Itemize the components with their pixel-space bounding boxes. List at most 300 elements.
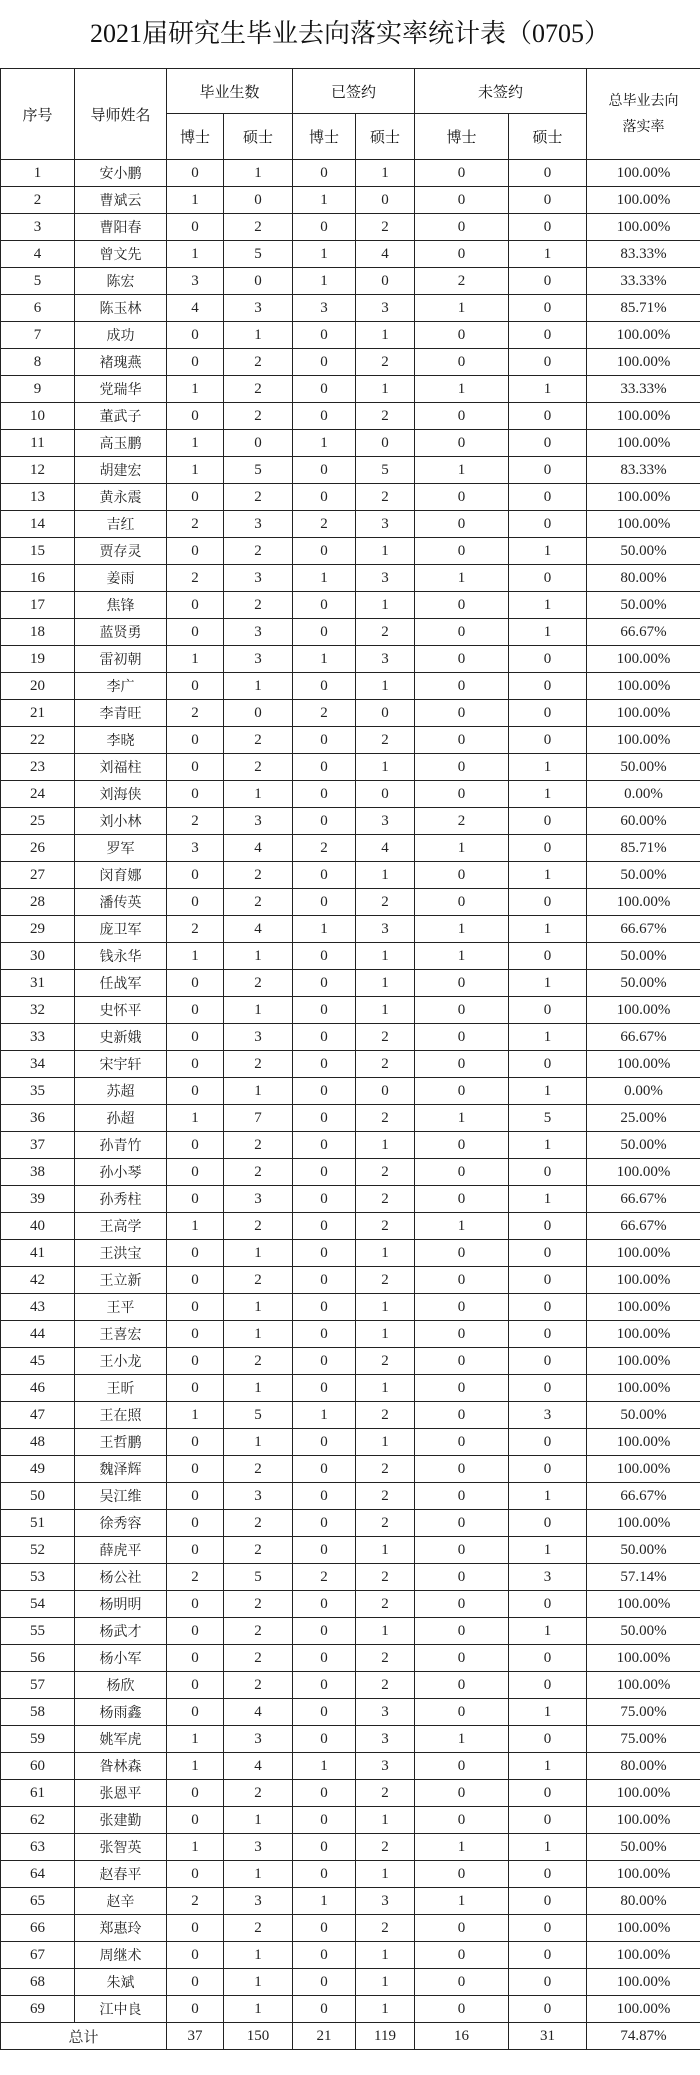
- cell-signed-master: 2: [356, 1456, 415, 1483]
- cell-advisor: 孙青竹: [75, 1132, 167, 1159]
- cell-graduates-phd: 0: [167, 349, 224, 376]
- cell-seq: 29: [1, 916, 75, 943]
- cell-unsigned-phd: 0: [415, 1618, 509, 1645]
- cell-unsigned-phd: 0: [415, 430, 509, 457]
- cell-signed-phd: 0: [293, 862, 356, 889]
- cell-unsigned-phd: 0: [415, 1807, 509, 1834]
- cell-signed-phd: 0: [293, 1051, 356, 1078]
- cell-signed-master: 0: [356, 430, 415, 457]
- cell-seq: 10: [1, 403, 75, 430]
- cell-graduates-master: 1: [224, 997, 293, 1024]
- cell-rate: 50.00%: [587, 943, 700, 970]
- cell-graduates-phd: 0: [167, 403, 224, 430]
- cell-rate: 50.00%: [587, 970, 700, 997]
- cell-advisor: 贾存灵: [75, 538, 167, 565]
- cell-advisor: 成功: [75, 322, 167, 349]
- cell-unsigned-master: 0: [509, 268, 587, 295]
- cell-unsigned-master: 0: [509, 511, 587, 538]
- cell-graduates-phd: 0: [167, 754, 224, 781]
- cell-advisor: 王小龙: [75, 1348, 167, 1375]
- cell-signed-phd: 0: [293, 1024, 356, 1051]
- cell-graduates-master: 1: [224, 1078, 293, 1105]
- cell-advisor: 魏泽辉: [75, 1456, 167, 1483]
- cell-unsigned-master: 0: [509, 889, 587, 916]
- cell-graduates-master: 3: [224, 1888, 293, 1915]
- cell-seq: 27: [1, 862, 75, 889]
- cell-signed-phd: 0: [293, 1699, 356, 1726]
- cell-unsigned-master: 0: [509, 295, 587, 322]
- cell-graduates-phd: 1: [167, 1834, 224, 1861]
- cell-graduates-master: 5: [224, 1402, 293, 1429]
- cell-seq: 16: [1, 565, 75, 592]
- cell-unsigned-master: 1: [509, 1699, 587, 1726]
- table-row: [1, 457, 700, 484]
- cell-advisor: 曾文先: [75, 241, 167, 268]
- cell-rate: 50.00%: [587, 1402, 700, 1429]
- cell-signed-phd: 3: [293, 295, 356, 322]
- cell-signed-phd: 0: [293, 457, 356, 484]
- table-row: [1, 1105, 700, 1132]
- cell-signed-master: 2: [356, 1564, 415, 1591]
- page-title: 2021届研究生毕业去向落实率统计表（0705）: [89, 19, 610, 48]
- cell-signed-phd: 0: [293, 1510, 356, 1537]
- cell-graduates-phd: 0: [167, 1267, 224, 1294]
- table-row: [1, 349, 700, 376]
- cell-unsigned-master: 1: [509, 1834, 587, 1861]
- cell-seq: 22: [1, 727, 75, 754]
- cell-rate: 66.67%: [587, 916, 700, 943]
- cell-rate: 100.00%: [587, 1429, 700, 1456]
- cell-graduates-master: 1: [224, 1321, 293, 1348]
- cell-advisor: 吉红: [75, 511, 167, 538]
- cell-unsigned-master: 1: [509, 1024, 587, 1051]
- cell-unsigned-master: 0: [509, 1456, 587, 1483]
- cell-unsigned-phd: 0: [415, 1780, 509, 1807]
- cell-graduates-master: 0: [224, 430, 293, 457]
- total-label: 总计: [1, 2023, 167, 2050]
- table-body: [1, 160, 700, 2023]
- cell-seq: 67: [1, 1942, 75, 1969]
- cell-unsigned-phd: 0: [415, 1942, 509, 1969]
- cell-seq: 48: [1, 1429, 75, 1456]
- cell-signed-master: 1: [356, 1132, 415, 1159]
- cell-unsigned-master: 0: [509, 1996, 587, 2023]
- cell-seq: 13: [1, 484, 75, 511]
- table-row: [1, 1051, 700, 1078]
- cell-rate: 100.00%: [587, 1294, 700, 1321]
- header-graduates-master: 硕士: [224, 114, 293, 160]
- cell-rate: 50.00%: [587, 1834, 700, 1861]
- cell-advisor: 陈玉林: [75, 295, 167, 322]
- cell-rate: 66.67%: [587, 619, 700, 646]
- cell-seq: 69: [1, 1996, 75, 2023]
- cell-graduates-phd: 0: [167, 1645, 224, 1672]
- cell-graduates-phd: 1: [167, 241, 224, 268]
- cell-unsigned-master: 0: [509, 1915, 587, 1942]
- cell-signed-phd: 0: [293, 1726, 356, 1753]
- cell-unsigned-phd: 1: [415, 295, 509, 322]
- cell-rate: 83.33%: [587, 241, 700, 268]
- cell-advisor: 吴江维: [75, 1483, 167, 1510]
- cell-graduates-master: 2: [224, 1510, 293, 1537]
- cell-unsigned-master: 1: [509, 592, 587, 619]
- cell-signed-master: 1: [356, 1942, 415, 1969]
- cell-seq: 39: [1, 1186, 75, 1213]
- total-graduates-master: 150: [224, 2023, 293, 2050]
- cell-rate: 100.00%: [587, 727, 700, 754]
- cell-unsigned-phd: 0: [415, 403, 509, 430]
- table-row: [1, 1618, 700, 1645]
- cell-graduates-master: 1: [224, 1807, 293, 1834]
- cell-signed-phd: 0: [293, 673, 356, 700]
- cell-seq: 66: [1, 1915, 75, 1942]
- cell-signed-phd: 1: [293, 430, 356, 457]
- table-row: [1, 1969, 700, 1996]
- cell-graduates-phd: 0: [167, 727, 224, 754]
- table-row: [1, 403, 700, 430]
- cell-unsigned-master: 0: [509, 700, 587, 727]
- cell-rate: 100.00%: [587, 1645, 700, 1672]
- cell-signed-phd: 0: [293, 943, 356, 970]
- total-rate: 74.87%: [587, 2023, 700, 2050]
- cell-signed-master: 2: [356, 1915, 415, 1942]
- table-row: [1, 214, 700, 241]
- cell-unsigned-master: 0: [509, 484, 587, 511]
- table-row: [1, 1915, 700, 1942]
- cell-graduates-master: 2: [224, 1780, 293, 1807]
- cell-seq: 43: [1, 1294, 75, 1321]
- cell-signed-phd: 0: [293, 1780, 356, 1807]
- cell-unsigned-phd: 0: [415, 1132, 509, 1159]
- cell-graduates-master: 2: [224, 970, 293, 997]
- header-unsigned: 未签约: [415, 69, 587, 114]
- cell-rate: 100.00%: [587, 1159, 700, 1186]
- cell-graduates-phd: 3: [167, 835, 224, 862]
- cell-unsigned-phd: 1: [415, 1213, 509, 1240]
- table-row: [1, 322, 700, 349]
- cell-signed-phd: 0: [293, 1996, 356, 2023]
- cell-seq: 46: [1, 1375, 75, 1402]
- header-graduates: 毕业生数: [167, 69, 293, 114]
- cell-signed-master: 3: [356, 916, 415, 943]
- cell-rate: 50.00%: [587, 1132, 700, 1159]
- cell-signed-phd: 0: [293, 1078, 356, 1105]
- cell-graduates-phd: 0: [167, 1861, 224, 1888]
- cell-graduates-phd: 2: [167, 511, 224, 538]
- cell-signed-master: 3: [356, 646, 415, 673]
- cell-advisor: 张恩平: [75, 1780, 167, 1807]
- cell-seq: 49: [1, 1456, 75, 1483]
- cell-advisor: 庞卫军: [75, 916, 167, 943]
- table-row: [1, 1942, 700, 1969]
- cell-unsigned-phd: 0: [415, 700, 509, 727]
- cell-rate: 100.00%: [587, 1456, 700, 1483]
- cell-unsigned-master: 0: [509, 1807, 587, 1834]
- cell-unsigned-phd: 0: [415, 322, 509, 349]
- cell-signed-phd: 0: [293, 1942, 356, 1969]
- cell-signed-phd: 1: [293, 241, 356, 268]
- cell-signed-master: 1: [356, 376, 415, 403]
- cell-graduates-master: 2: [224, 889, 293, 916]
- cell-advisor: 姜雨: [75, 565, 167, 592]
- cell-unsigned-phd: 0: [415, 1051, 509, 1078]
- cell-graduates-phd: 0: [167, 1699, 224, 1726]
- cell-graduates-phd: 0: [167, 1348, 224, 1375]
- cell-graduates-phd: 0: [167, 1078, 224, 1105]
- cell-rate: 100.00%: [587, 1861, 700, 1888]
- header-rate: [587, 69, 700, 160]
- cell-advisor: 黄永震: [75, 484, 167, 511]
- total-signed-master: 119: [356, 2023, 415, 2050]
- cell-graduates-master: 2: [224, 1591, 293, 1618]
- cell-advisor: 王平: [75, 1294, 167, 1321]
- cell-signed-phd: 2: [293, 700, 356, 727]
- cell-graduates-master: 1: [224, 1429, 293, 1456]
- cell-unsigned-phd: 1: [415, 916, 509, 943]
- cell-graduates-phd: 0: [167, 1051, 224, 1078]
- cell-unsigned-phd: 0: [415, 1861, 509, 1888]
- cell-unsigned-master: 1: [509, 1483, 587, 1510]
- cell-seq: 51: [1, 1510, 75, 1537]
- cell-unsigned-phd: 1: [415, 1888, 509, 1915]
- cell-graduates-master: 2: [224, 727, 293, 754]
- cell-graduates-master: 2: [224, 1159, 293, 1186]
- cell-unsigned-phd: 0: [415, 538, 509, 565]
- cell-signed-phd: 0: [293, 1861, 356, 1888]
- cell-graduates-phd: 1: [167, 457, 224, 484]
- cell-graduates-phd: 0: [167, 1537, 224, 1564]
- table-row: [1, 1321, 700, 1348]
- cell-graduates-phd: 0: [167, 1807, 224, 1834]
- cell-advisor: 赵辛: [75, 1888, 167, 1915]
- cell-unsigned-phd: 0: [415, 1510, 509, 1537]
- cell-unsigned-phd: 0: [415, 727, 509, 754]
- cell-graduates-phd: 0: [167, 1996, 224, 2023]
- cell-graduates-phd: 0: [167, 1159, 224, 1186]
- table-row: [1, 484, 700, 511]
- cell-signed-master: 3: [356, 808, 415, 835]
- cell-rate: 100.00%: [587, 646, 700, 673]
- cell-graduates-master: 2: [224, 1456, 293, 1483]
- cell-rate: 100.00%: [587, 160, 700, 187]
- cell-signed-phd: 0: [293, 619, 356, 646]
- cell-signed-phd: 2: [293, 1564, 356, 1591]
- cell-unsigned-phd: 0: [415, 1969, 509, 1996]
- cell-advisor: 王哲鹏: [75, 1429, 167, 1456]
- cell-rate: 100.00%: [587, 1807, 700, 1834]
- table-row: [1, 646, 700, 673]
- cell-unsigned-master: 1: [509, 376, 587, 403]
- cell-signed-master: 2: [356, 1402, 415, 1429]
- cell-graduates-phd: 1: [167, 430, 224, 457]
- cell-graduates-phd: 0: [167, 1456, 224, 1483]
- table-row: [1, 1186, 700, 1213]
- cell-signed-phd: 0: [293, 1915, 356, 1942]
- cell-graduates-master: 1: [224, 1996, 293, 2023]
- table-row: [1, 187, 700, 214]
- cell-signed-master: 0: [356, 187, 415, 214]
- cell-graduates-phd: 1: [167, 1402, 224, 1429]
- cell-signed-master: 1: [356, 754, 415, 781]
- table-row: [1, 295, 700, 322]
- cell-unsigned-phd: 0: [415, 1537, 509, 1564]
- cell-unsigned-phd: 0: [415, 1996, 509, 2023]
- cell-graduates-master: 2: [224, 1132, 293, 1159]
- cell-seq: 2: [1, 187, 75, 214]
- cell-unsigned-master: 1: [509, 619, 587, 646]
- cell-signed-master: 1: [356, 1807, 415, 1834]
- cell-graduates-master: 2: [224, 1051, 293, 1078]
- cell-graduates-master: 3: [224, 808, 293, 835]
- cell-signed-master: 2: [356, 1645, 415, 1672]
- cell-advisor: 罗军: [75, 835, 167, 862]
- cell-graduates-master: 1: [224, 1294, 293, 1321]
- cell-signed-master: 1: [356, 1861, 415, 1888]
- cell-signed-master: 2: [356, 1591, 415, 1618]
- table-row: [1, 1348, 700, 1375]
- cell-unsigned-phd: 0: [415, 781, 509, 808]
- cell-unsigned-master: 1: [509, 241, 587, 268]
- cell-seq: 33: [1, 1024, 75, 1051]
- cell-unsigned-phd: 0: [415, 1240, 509, 1267]
- cell-signed-phd: 0: [293, 1375, 356, 1402]
- cell-unsigned-master: 0: [509, 1780, 587, 1807]
- cell-seq: 42: [1, 1267, 75, 1294]
- cell-unsigned-phd: 2: [415, 268, 509, 295]
- cell-unsigned-phd: 0: [415, 1699, 509, 1726]
- cell-signed-master: 0: [356, 781, 415, 808]
- cell-unsigned-phd: 0: [415, 1348, 509, 1375]
- cell-advisor: 史怀平: [75, 997, 167, 1024]
- cell-graduates-phd: 0: [167, 781, 224, 808]
- cell-unsigned-master: 0: [509, 565, 587, 592]
- cell-unsigned-master: 0: [509, 1969, 587, 1996]
- cell-seq: 11: [1, 430, 75, 457]
- cell-advisor: 杨雨鑫: [75, 1699, 167, 1726]
- cell-signed-phd: 0: [293, 349, 356, 376]
- cell-seq: 63: [1, 1834, 75, 1861]
- cell-advisor: 曹斌云: [75, 187, 167, 214]
- cell-graduates-phd: 1: [167, 187, 224, 214]
- cell-signed-phd: 0: [293, 997, 356, 1024]
- table-row: [1, 1429, 700, 1456]
- cell-advisor: 杨公社: [75, 1564, 167, 1591]
- cell-graduates-master: 0: [224, 700, 293, 727]
- cell-signed-phd: 0: [293, 1105, 356, 1132]
- header-advisor: 导师姓名: [75, 69, 167, 160]
- cell-graduates-master: 1: [224, 1240, 293, 1267]
- table-row: [1, 1375, 700, 1402]
- cell-unsigned-phd: 0: [415, 997, 509, 1024]
- cell-signed-phd: 0: [293, 1159, 356, 1186]
- cell-advisor: 王昕: [75, 1375, 167, 1402]
- cell-advisor: 高玉鹏: [75, 430, 167, 457]
- cell-graduates-phd: 0: [167, 1240, 224, 1267]
- cell-advisor: 刘福柱: [75, 754, 167, 781]
- cell-advisor: 焦锋: [75, 592, 167, 619]
- cell-unsigned-phd: 0: [415, 754, 509, 781]
- cell-signed-master: 1: [356, 160, 415, 187]
- cell-rate: 66.67%: [587, 1024, 700, 1051]
- cell-rate: 100.00%: [587, 403, 700, 430]
- cell-signed-phd: 0: [293, 1321, 356, 1348]
- cell-seq: 17: [1, 592, 75, 619]
- cell-graduates-master: 3: [224, 646, 293, 673]
- cell-unsigned-phd: 0: [415, 187, 509, 214]
- cell-signed-phd: 0: [293, 592, 356, 619]
- cell-rate: 100.00%: [587, 1240, 700, 1267]
- cell-signed-phd: 0: [293, 538, 356, 565]
- cell-unsigned-master: 0: [509, 1591, 587, 1618]
- table-row: [1, 1834, 700, 1861]
- cell-signed-master: 2: [356, 727, 415, 754]
- cell-unsigned-master: 0: [509, 1942, 587, 1969]
- cell-signed-master: 1: [356, 538, 415, 565]
- cell-rate: 25.00%: [587, 1105, 700, 1132]
- cell-signed-master: 2: [356, 1348, 415, 1375]
- cell-signed-master: 2: [356, 349, 415, 376]
- table-row: [1, 781, 700, 808]
- cell-advisor: 昝林森: [75, 1753, 167, 1780]
- cell-graduates-master: 1: [224, 673, 293, 700]
- cell-unsigned-master: 0: [509, 673, 587, 700]
- cell-signed-phd: 0: [293, 1483, 356, 1510]
- cell-unsigned-phd: 0: [415, 484, 509, 511]
- cell-unsigned-phd: 0: [415, 1186, 509, 1213]
- cell-signed-master: 2: [356, 1267, 415, 1294]
- cell-signed-phd: 1: [293, 646, 356, 673]
- cell-graduates-master: 2: [224, 1672, 293, 1699]
- cell-signed-master: 2: [356, 1510, 415, 1537]
- cell-rate: 57.14%: [587, 1564, 700, 1591]
- cell-signed-master: 2: [356, 214, 415, 241]
- cell-graduates-phd: 0: [167, 1429, 224, 1456]
- cell-unsigned-phd: 0: [415, 1321, 509, 1348]
- cell-graduates-phd: 0: [167, 1915, 224, 1942]
- cell-graduates-phd: 1: [167, 1726, 224, 1753]
- cell-graduates-phd: 1: [167, 943, 224, 970]
- cell-graduates-master: 0: [224, 187, 293, 214]
- total-signed-phd: 21: [293, 2023, 356, 2050]
- cell-signed-phd: 1: [293, 187, 356, 214]
- cell-unsigned-phd: 0: [415, 1375, 509, 1402]
- cell-signed-master: 5: [356, 457, 415, 484]
- cell-graduates-master: 0: [224, 268, 293, 295]
- cell-rate: 80.00%: [587, 1753, 700, 1780]
- cell-rate: 100.00%: [587, 1591, 700, 1618]
- cell-signed-master: 3: [356, 1726, 415, 1753]
- cell-signed-phd: 0: [293, 727, 356, 754]
- cell-seq: 9: [1, 376, 75, 403]
- cell-unsigned-master: 1: [509, 1753, 587, 1780]
- cell-seq: 4: [1, 241, 75, 268]
- cell-graduates-phd: 2: [167, 565, 224, 592]
- table-row: [1, 1537, 700, 1564]
- cell-signed-phd: 0: [293, 808, 356, 835]
- cell-advisor: 曹阳春: [75, 214, 167, 241]
- cell-rate: 50.00%: [587, 1537, 700, 1564]
- table-row: [1, 1726, 700, 1753]
- table-row: [1, 1402, 700, 1429]
- cell-signed-master: 1: [356, 1294, 415, 1321]
- cell-rate: 100.00%: [587, 430, 700, 457]
- cell-graduates-master: 2: [224, 1348, 293, 1375]
- cell-graduates-phd: 0: [167, 1186, 224, 1213]
- header-signed-phd: 博士: [293, 114, 356, 160]
- cell-advisor: 史新娥: [75, 1024, 167, 1051]
- cell-signed-phd: 0: [293, 1267, 356, 1294]
- cell-seq: 6: [1, 295, 75, 322]
